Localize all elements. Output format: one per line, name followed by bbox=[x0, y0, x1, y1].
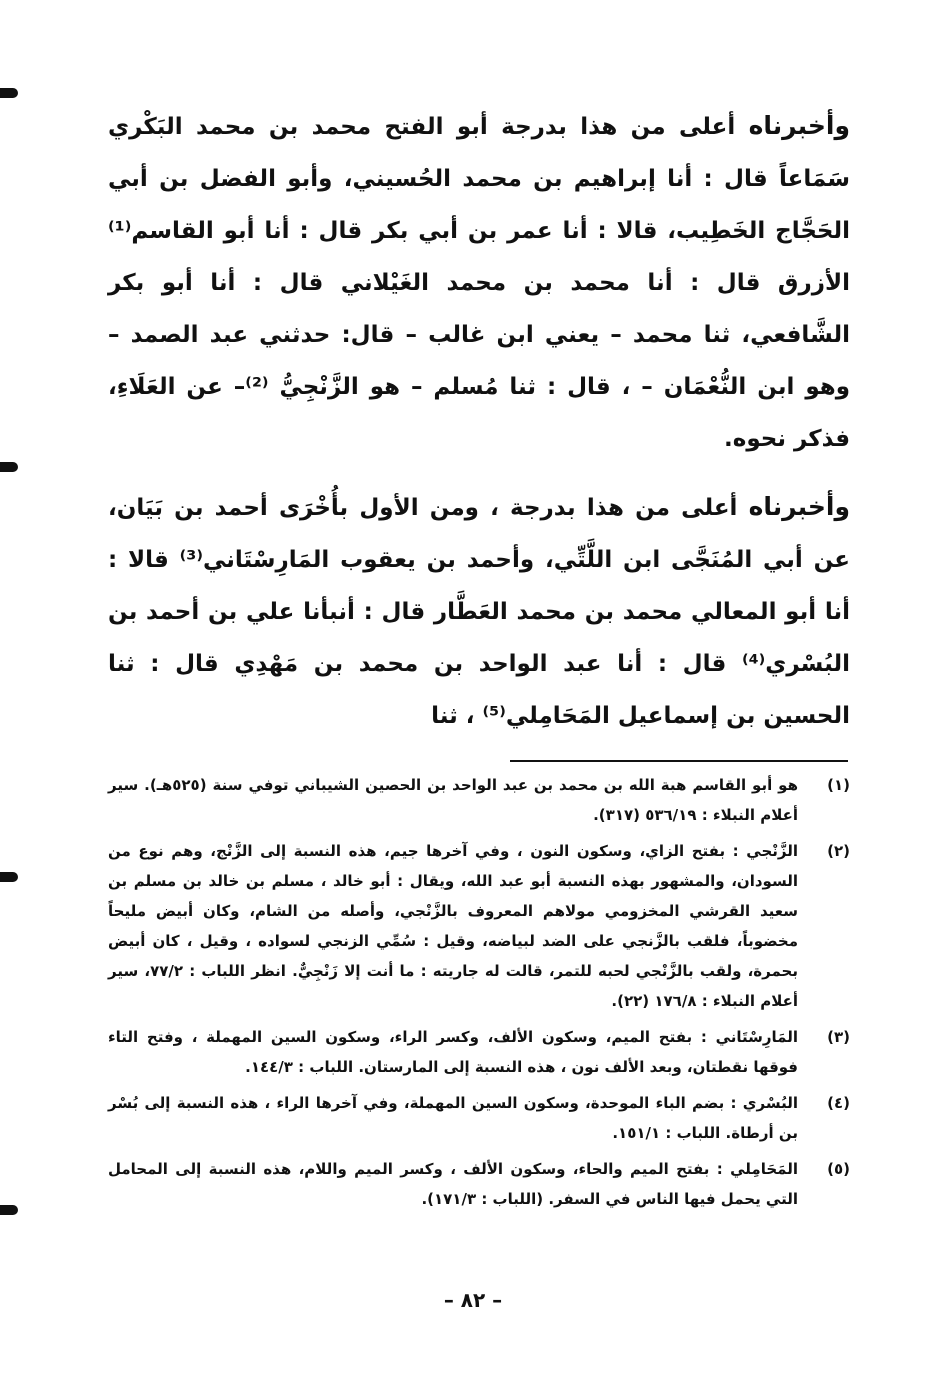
paragraph bbox=[108, 100, 850, 465]
footnote-text: المَارِسْتَاني : بفتح الميم، وسكون الألف، وكسر الراء، وسكون السين المهملة ، وفتح التاء فوقها نقطتان، وبعد الألف نون ، هذه النسبة إلى المارستان. اللباب : ١٤٤/٣. bbox=[108, 1028, 798, 1076]
footnote bbox=[108, 1088, 850, 1148]
paragraph bbox=[108, 481, 850, 742]
footnote bbox=[108, 836, 850, 1016]
footnote-number: (١) bbox=[827, 776, 850, 794]
footnotes bbox=[108, 770, 850, 1220]
paragraph-body: أعلى من هذا بدرجة أبو الفتح محمد بن محمد البَكْري سَمَاعاً قال : أنا إبراهيم بن محمد الحُسيني، وأبو الفضل بن أبي الحَجَّاج الخَطِيب، قالا : أنا عمر بن أبي بكر قال : أنا أبو القاسم⁽¹⁾ الأزرق قال : أنا محمد بن محمد الغَيْلاني قال : أنا أبو بكر الشَّافعي، ثنا محمد – يعني ابن غالب – قال: حدثني عبد الصمد – وهو ابن النُّعْمَان – ، قال : ثنا مُسلم – هو الزَّنْجِيُّ ⁽²⁾– عن العَلَاءِ، فذكر نحوه. bbox=[108, 114, 851, 452]
paragraph-lead: وأخبرناه bbox=[748, 492, 850, 521]
footnote bbox=[108, 1022, 850, 1082]
paragraph-body: أعلى من هذا بدرجة ، ومن الأول بأُخْرَى أحمد بن بَيَان، عن أبي المُنَجَّى ابن اللَّتِّي، وأحمد بن يعقوب المَارِسْتَاني⁽³⁾ قالا : أنا أبو المعالي محمد بن محمد العَطَّار قال : أنبأنا علي بن أحمد بن البُسْري⁽⁴⁾ قال : أنا عبد الواحد بن محمد بن مَهْدِي قال : ثنا الحسين بن إسماعيل المَحَامِلي⁽⁵⁾ ، ثنا bbox=[108, 495, 850, 729]
footnote-number: (٤) bbox=[827, 1094, 850, 1112]
footnote bbox=[108, 770, 850, 830]
footnote-separator bbox=[510, 760, 848, 762]
footnote-number: (٥) bbox=[827, 1160, 850, 1178]
footnote-text: الزَّنْجي : بفتح الزاي، وسكون النون ، وفي آخرها جيم، هذه النسبة إلى الزَّنْج، وهم نوع من السودان، والمشهور بهذه النسبة أبو عبد الله، ويقال : أبو خالد ، مسلم بن خالد بن مسلم بن سعيد القرشي المخزومي مولاهم المعروف بالزَّنْجي، وأصله من الشام، وكان أبيض مليحاً مخضوباً، فلقب بالزَّنجي على الضد لبياضه، وقيل : سُمِّي الزنجي لسواده ، وقيل ، كان أبيض بحمرة، ولقب بالزَّنْجي لحبه للتمر، قالت له جاريته : ما أنت إلا زَنْجِيٌّ. انظر اللباب : ٧٧/٢، سير أعلام النبلاء : ١٧٦/٨ (٢٢). bbox=[108, 842, 798, 1010]
footnote-text: المَحَامِلي : بفتح الميم والحاء، وسكون الألف ، وكسر الميم واللام، هذه النسبة إلى المحامل التي يحمل فيها الناس في السفر. (اللباب : ١٧١/٣). bbox=[108, 1160, 798, 1208]
main-text bbox=[108, 100, 850, 742]
scan-edge-mark bbox=[0, 872, 18, 882]
page-number: – ٨٢ – bbox=[443, 1288, 503, 1312]
footnote-number: (٣) bbox=[827, 1028, 850, 1046]
footnote bbox=[108, 1154, 850, 1214]
footnote-text: البُسْري : بضم الباء الموحدة، وسكون السين المهملة، وفي آخرها الراء ، هذه النسبة إلى بُسْر بن أرطاة. اللباب : ١٥١/١. bbox=[108, 1094, 798, 1142]
scan-edge-mark bbox=[0, 88, 18, 98]
scan-edge-mark bbox=[0, 1205, 18, 1215]
paragraph-lead: وأخبرناه bbox=[748, 111, 850, 140]
footnote-number: (٢) bbox=[827, 842, 850, 860]
scan-edge-mark bbox=[0, 462, 18, 472]
footnote-text: هو أبو القاسم هبة الله بن محمد بن عبد الواحد بن الحصين الشيباني توفي سنة (٥٢٥هـ). سير أعلام النبلاء : ٥٣٦/١٩ (٣١٧). bbox=[108, 776, 798, 824]
